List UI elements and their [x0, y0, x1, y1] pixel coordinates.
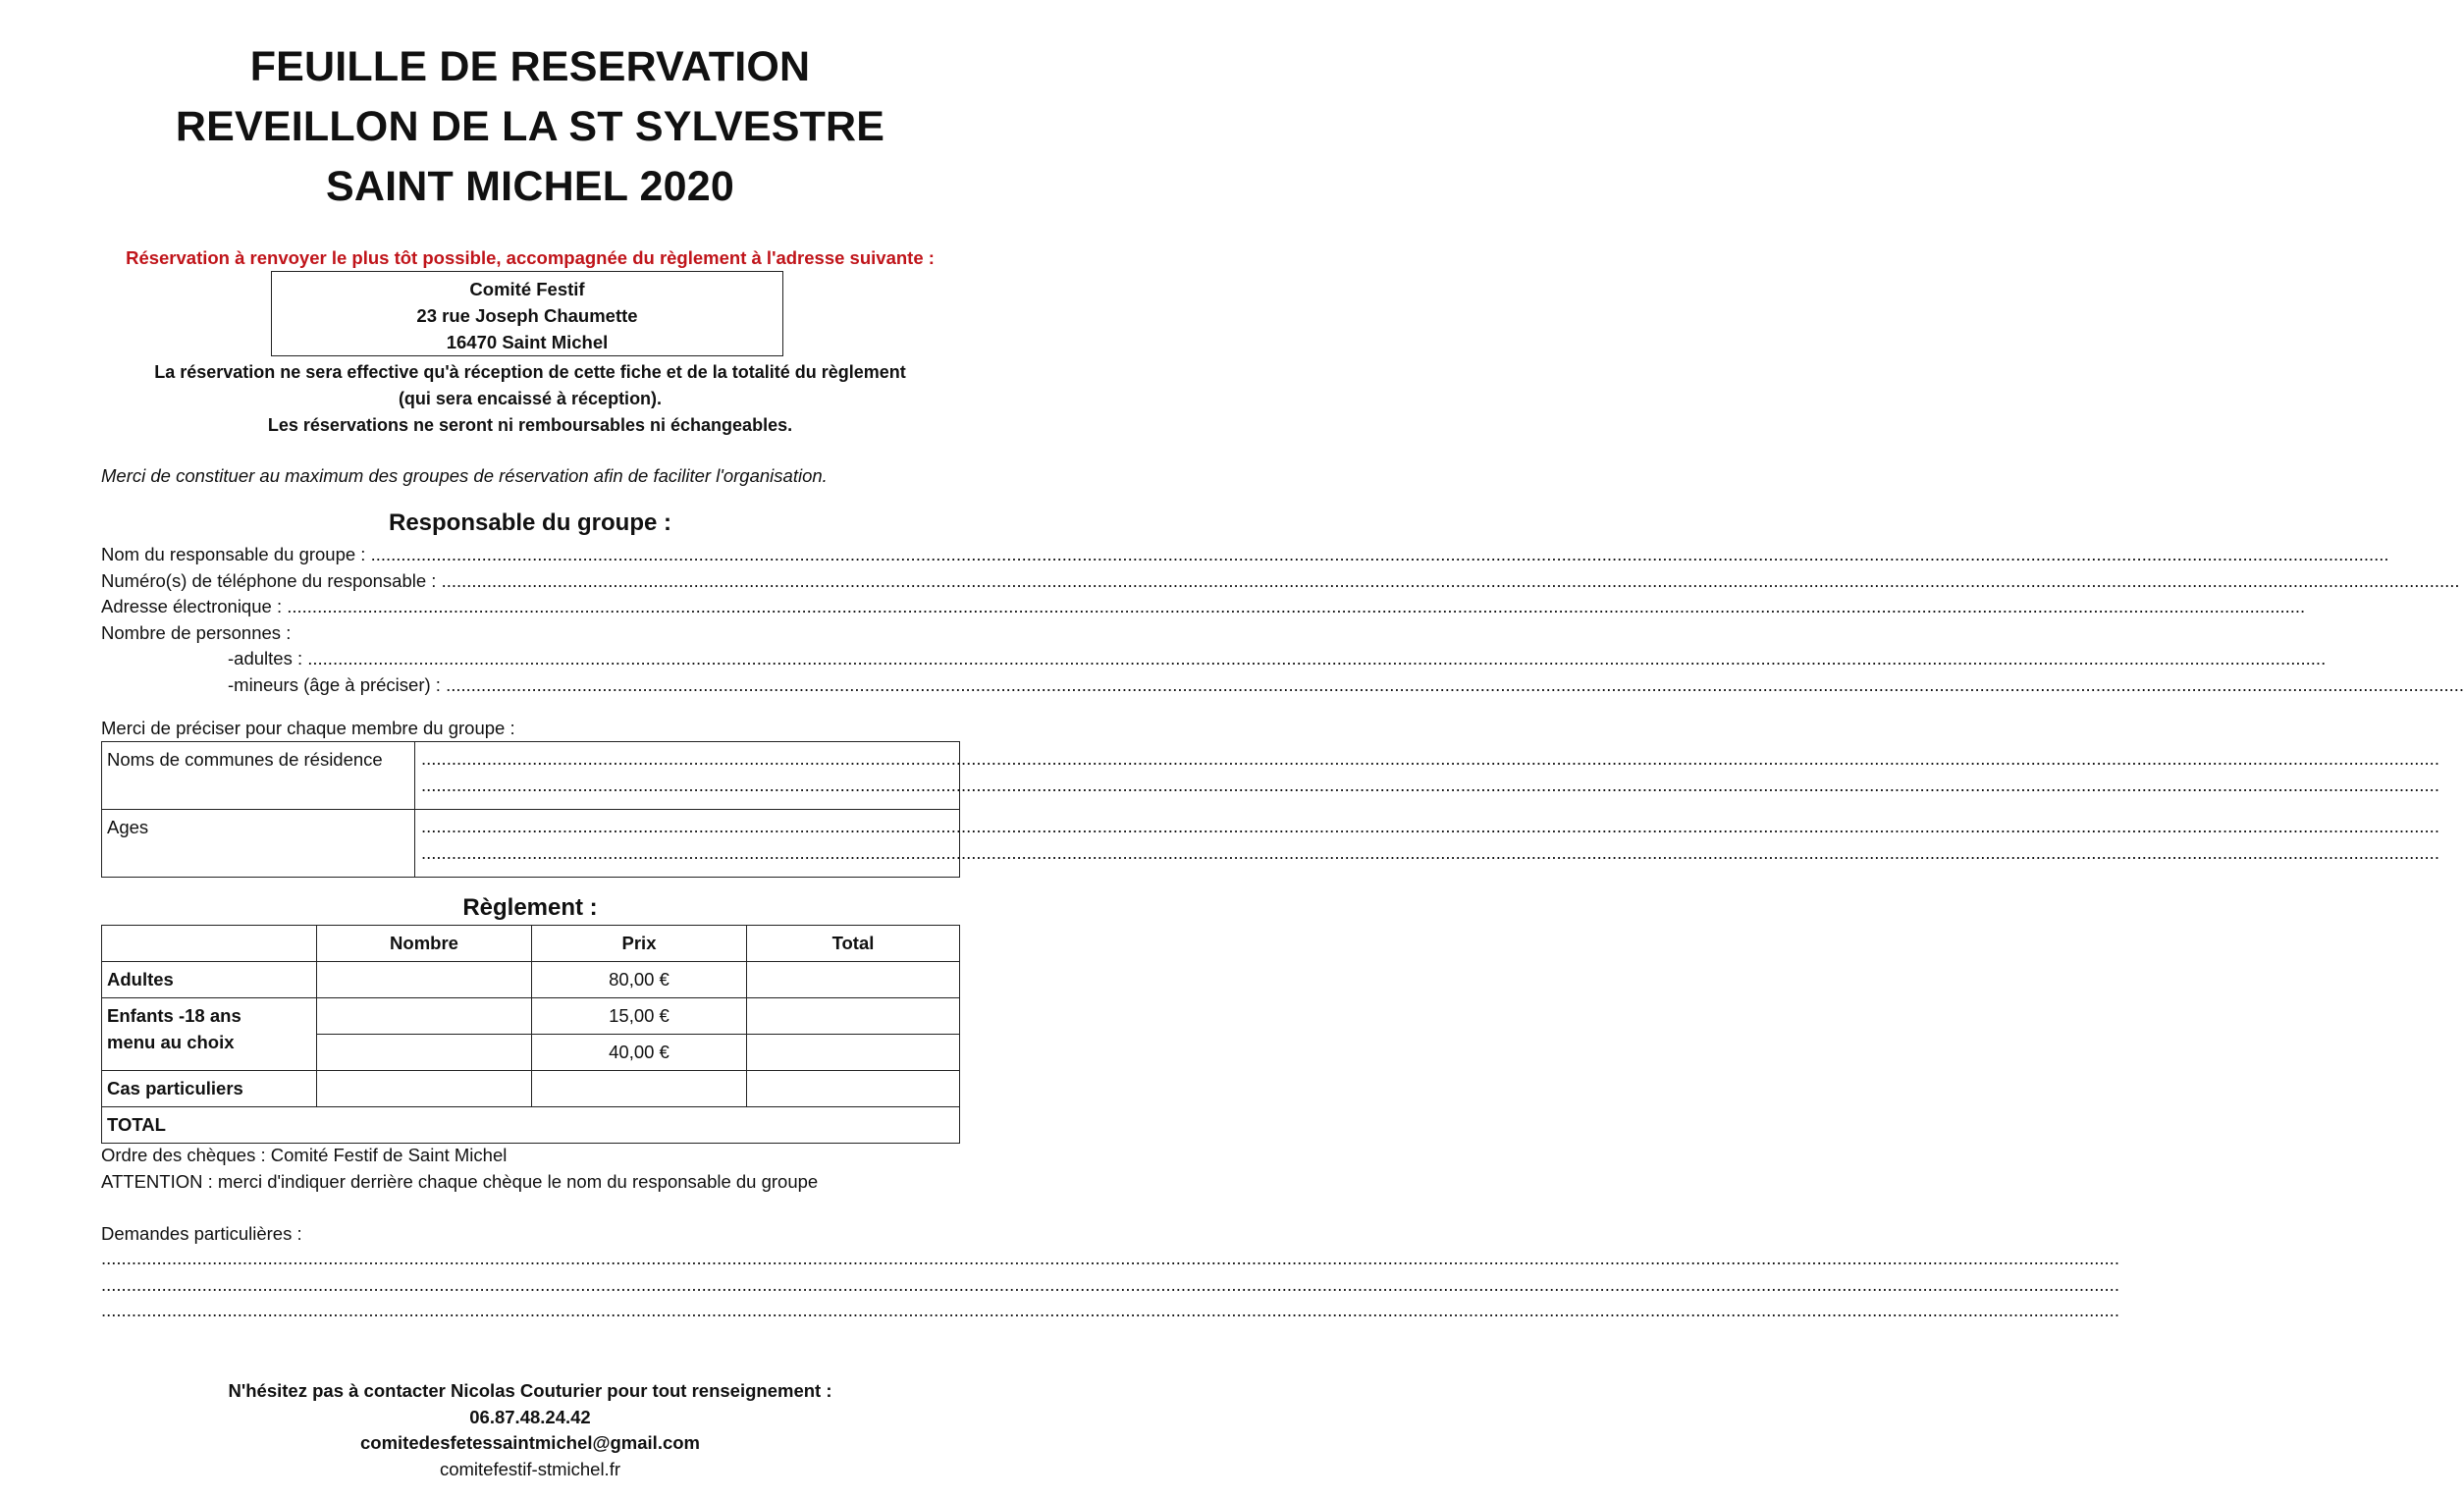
adultes-total-cell[interactable]	[747, 962, 960, 998]
cas-total-cell[interactable]	[747, 1071, 960, 1107]
cas-nombre-cell[interactable]	[317, 1071, 532, 1107]
reglement-table	[101, 925, 960, 1144]
contact-footer	[0, 1378, 1060, 1482]
dotted-fill: ................................................................................................................................................................................................................................................................................................................................................................................................................	[436, 570, 2460, 591]
ages-label: Ages	[102, 810, 415, 878]
enfants-label-line-1: Enfants -18 ans	[107, 1005, 241, 1026]
table-row	[102, 1107, 960, 1144]
field-mineurs[interactable]	[228, 672, 2464, 698]
dotted-fill: ................................................................................................................................................................................................................................................................................................................................................................................................................	[440, 674, 2464, 695]
row-label-total[interactable]: TOTAL	[102, 1107, 960, 1144]
table-row	[102, 998, 960, 1035]
field-label: -adultes :	[228, 648, 303, 669]
dotted-fill: ................................................................................................................................................................................................................................................................................................................................................................................................................	[421, 748, 2439, 769]
dotted-fill: ................................................................................................................................................................................................................................................................................................................................................................................................................	[365, 544, 2389, 564]
communes-field[interactable]	[415, 742, 2439, 810]
notice-line-3: Les réservations ne seront ni remboursables ni échangeables.	[267, 415, 793, 435]
header-prix: Prix	[532, 926, 747, 962]
demandes-label: Demandes particulières :	[101, 1223, 302, 1244]
contact-email[interactable]: comitedesfetessaintmichel@gmail.com	[359, 1432, 701, 1453]
table-row	[102, 810, 960, 878]
table-row	[102, 742, 960, 810]
enfants-prix: 15,00 €	[532, 998, 747, 1035]
attention-cheques: ATTENTION : merci d'indiquer derrière chaque chèque le nom du responsable du groupe	[101, 1171, 819, 1192]
title-line-1: FEUILLE DE RESERVATION	[249, 43, 811, 90]
address-box	[271, 271, 783, 356]
field-label: Numéro(s) de téléphone du responsable :	[101, 570, 437, 591]
membres-table	[101, 741, 2439, 878]
table-row	[102, 962, 960, 998]
field-email[interactable]	[101, 594, 2306, 619]
address-line-3: 16470 Saint Michel	[446, 332, 609, 352]
address-line-2: 23 rue Joseph Chaumette	[416, 305, 638, 326]
dotted-fill: ................................................................................................................................................................................................................................................................................................................................................................................................................	[302, 648, 2327, 669]
row-label-cas-particuliers: Cas particuliers	[102, 1071, 317, 1107]
conditions-notice	[0, 359, 1060, 439]
adultes-nombre-cell[interactable]	[317, 962, 532, 998]
field-label: Nom du responsable du groupe :	[101, 544, 366, 564]
enfants-total-cell[interactable]	[747, 998, 960, 1035]
title-line-3: SAINT MICHEL 2020	[326, 163, 734, 210]
field-adultes[interactable]	[228, 646, 2327, 671]
menu-total-cell[interactable]	[747, 1035, 960, 1071]
field-telephone[interactable]	[101, 568, 2460, 594]
notice-line-2: (qui sera encaissé à réception).	[398, 389, 663, 408]
field-label: Adresse électronique :	[101, 596, 283, 616]
document-title	[0, 37, 1060, 217]
title-line-2: REVEILLON DE LA ST SYLVESTRE	[175, 103, 885, 150]
website-link[interactable]: comitefestif-stmichel.fr	[439, 1458, 620, 1479]
reglement-heading: Règlement :	[462, 894, 598, 921]
table-header-row	[102, 926, 960, 962]
row-label-adultes: Adultes	[102, 962, 317, 998]
enfants-label-line-2: menu au choix	[107, 1032, 235, 1052]
nombre-personnes-label	[101, 620, 958, 646]
demandes-line-2[interactable]: ................................................................................................................................................................................................................................................................................................................................................................................................................	[101, 1274, 2119, 1295]
dotted-fill: ................................................................................................................................................................................................................................................................................................................................................................................................................	[421, 816, 2439, 836]
communes-label: Noms de communes de résidence	[102, 742, 415, 810]
field-label: -mineurs (âge à préciser) :	[228, 674, 441, 695]
demandes-line-3[interactable]: ................................................................................................................................................................................................................................................................................................................................................................................................................	[101, 1300, 2119, 1320]
field-nom-responsable[interactable]	[101, 542, 2389, 567]
header-nombre: Nombre	[317, 926, 532, 962]
ordre-cheques: Ordre des chèques : Comité Festif de Saint Michel	[101, 1145, 508, 1165]
return-instruction: Réservation à renvoyer le plus tôt possible, accompagnée du règlement à l'adresse suivante :	[126, 247, 935, 268]
dotted-fill: ................................................................................................................................................................................................................................................................................................................................................................................................................	[282, 596, 2306, 616]
enfants-nombre-cell[interactable]	[317, 998, 532, 1035]
demandes-line-1[interactable]: ................................................................................................................................................................................................................................................................................................................................................................................................................	[101, 1248, 2119, 1268]
ages-field[interactable]	[415, 810, 2439, 878]
menu-prix: 40,00 €	[532, 1035, 747, 1071]
contact-phone: 06.87.48.24.42	[469, 1406, 591, 1427]
cas-prix-cell[interactable]	[532, 1071, 747, 1107]
header-total: Total	[747, 926, 960, 962]
notice-line-1: La réservation ne sera effective qu'à réception de cette fiche et de la totalité du règlement	[154, 362, 906, 382]
dotted-fill: ................................................................................................................................................................................................................................................................................................................................................................................................................	[421, 775, 2439, 795]
field-label: Nombre de personnes :	[101, 622, 292, 643]
row-label-enfants	[102, 998, 317, 1071]
dotted-fill: ................................................................................................................................................................................................................................................................................................................................................................................................................	[421, 842, 2439, 863]
membres-intro: Merci de préciser pour chaque membre du groupe :	[101, 718, 515, 738]
responsable-heading: Responsable du groupe :	[388, 509, 672, 536]
contact-line: N'hésitez pas à contacter Nicolas Couturier pour tout renseignement :	[228, 1380, 832, 1401]
address-line-1: Comité Festif	[469, 279, 585, 299]
table-row	[102, 1071, 960, 1107]
adultes-prix: 80,00 €	[532, 962, 747, 998]
menu-nombre-cell[interactable]	[317, 1035, 532, 1071]
group-advice: Merci de constituer au maximum des groupes de réservation afin de faciliter l'organisation.	[101, 465, 828, 486]
header-empty	[102, 926, 317, 962]
